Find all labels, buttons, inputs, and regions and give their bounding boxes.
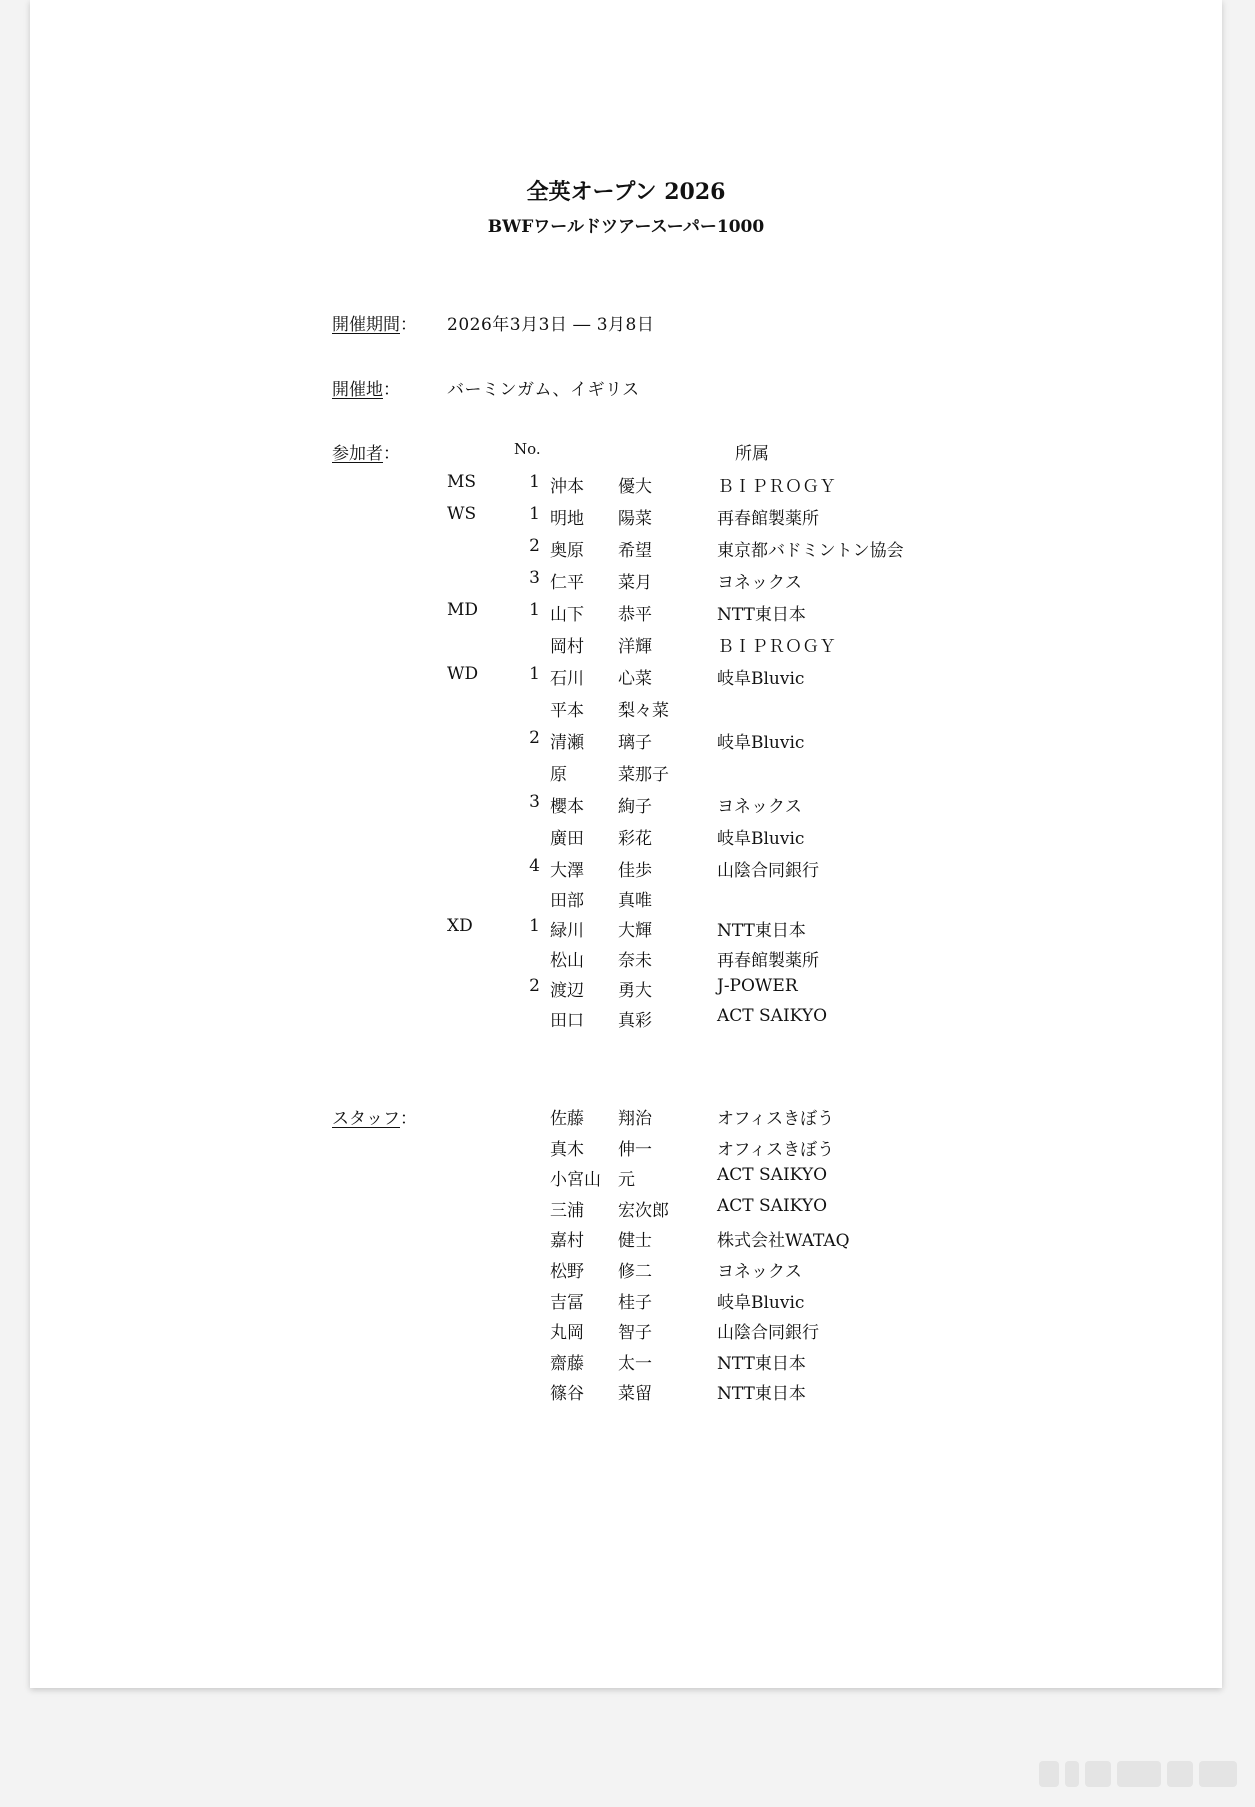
given-name-cell: 恭平 bbox=[618, 605, 652, 625]
affiliation-column-header: 所属 bbox=[735, 444, 769, 464]
surname-cell: 大澤 bbox=[550, 861, 584, 881]
table-row bbox=[30, 760, 1222, 790]
surname-cell: 原 bbox=[550, 765, 567, 785]
event-cell: XD bbox=[447, 916, 473, 936]
table-row bbox=[30, 1196, 1222, 1226]
table-row bbox=[30, 946, 1222, 976]
table-row bbox=[30, 916, 1222, 946]
given-name-cell: 真彩 bbox=[618, 1011, 652, 1031]
given-name-cell: 璃子 bbox=[618, 733, 652, 753]
watermark-block bbox=[1039, 1761, 1059, 1787]
document-title: 全英オープン 2026 bbox=[526, 179, 726, 205]
seed-number-cell: 2 bbox=[529, 976, 540, 996]
table-row bbox=[30, 1006, 1222, 1036]
surname-cell: 奥原 bbox=[550, 541, 584, 561]
surname-cell: 嘉村 bbox=[550, 1231, 584, 1252]
table-row bbox=[30, 504, 1222, 534]
table-row bbox=[30, 1226, 1222, 1256]
affiliation-cell: ヨネックス bbox=[717, 1262, 802, 1282]
seed-number-cell: 1 bbox=[529, 916, 540, 936]
period-value: 2026年3月3日 ― 3月8日 bbox=[447, 315, 655, 335]
table-row bbox=[30, 976, 1222, 1006]
affiliation-cell: 山陰合同銀行 bbox=[717, 861, 819, 881]
given-name-cell: 優大 bbox=[618, 477, 652, 497]
watermark-block bbox=[1117, 1761, 1161, 1787]
given-name-cell: 洋輝 bbox=[618, 637, 652, 657]
given-name-cell: 真唯 bbox=[618, 891, 652, 911]
given-name-cell: 菜留 bbox=[618, 1384, 652, 1405]
given-name-cell: 宏次郎 bbox=[618, 1200, 669, 1221]
period-label: 開催期間： bbox=[332, 315, 417, 335]
affiliation-cell: ACT SAIKYO bbox=[717, 1165, 828, 1186]
given-name-cell: 菜那子 bbox=[618, 765, 669, 785]
surname-cell: 石川 bbox=[550, 669, 584, 689]
affiliation-cell: 岐阜Bluvic bbox=[717, 1292, 805, 1313]
event-cell: WD bbox=[447, 664, 479, 684]
surname-cell: 松山 bbox=[550, 951, 584, 971]
table-row bbox=[30, 1257, 1222, 1287]
table-row bbox=[30, 728, 1222, 758]
watermark-block bbox=[1065, 1761, 1079, 1787]
no-column-header: No. bbox=[514, 440, 541, 458]
seed-number-cell: 1 bbox=[529, 472, 540, 492]
surname-cell: 松野 bbox=[550, 1262, 584, 1282]
table-row bbox=[30, 696, 1222, 726]
affiliation-cell: J-POWER bbox=[717, 976, 798, 996]
surname-cell: 真木 bbox=[550, 1139, 584, 1160]
surname-cell: 丸岡 bbox=[550, 1323, 584, 1344]
surname-cell: 小宮山 bbox=[550, 1170, 601, 1191]
surname-cell: 緑川 bbox=[550, 921, 584, 941]
table-row bbox=[30, 664, 1222, 694]
seed-number-cell: 2 bbox=[529, 536, 540, 556]
venue-value: バーミンガム、イギリス bbox=[447, 380, 640, 400]
given-name-cell: 心菜 bbox=[618, 669, 652, 689]
event-cell: MS bbox=[447, 472, 477, 492]
surname-cell: 田部 bbox=[550, 891, 584, 911]
watermark-block bbox=[1167, 1761, 1193, 1787]
surname-cell: 齋藤 bbox=[550, 1353, 584, 1374]
given-name-cell: 健士 bbox=[618, 1231, 652, 1252]
table-row bbox=[30, 1318, 1222, 1348]
affiliation-cell: 山陰合同銀行 bbox=[717, 1323, 819, 1344]
given-name-cell: 桂子 bbox=[618, 1292, 652, 1313]
surname-cell: 三浦 bbox=[550, 1200, 584, 1221]
table-row bbox=[30, 632, 1222, 662]
seed-number-cell: 4 bbox=[529, 856, 540, 876]
table-row bbox=[30, 1288, 1222, 1318]
given-name-cell: 梨々菜 bbox=[618, 701, 669, 721]
affiliation-cell: 東京都バドミントン協会 bbox=[717, 541, 904, 561]
table-row bbox=[30, 1165, 1222, 1195]
given-name-cell: 翔治 bbox=[618, 1109, 652, 1129]
given-name-cell: 伸一 bbox=[618, 1139, 652, 1160]
watermark bbox=[1039, 1761, 1237, 1787]
table-row bbox=[30, 824, 1222, 854]
surname-cell: 田口 bbox=[550, 1011, 584, 1031]
affiliation-cell: 再春館製薬所 bbox=[717, 509, 819, 529]
affiliation-cell: オフィスきぼう bbox=[717, 1109, 835, 1129]
affiliation-cell: ACT SAIKYO bbox=[717, 1195, 828, 1216]
seed-number-cell: 3 bbox=[529, 568, 540, 588]
document-subtitle: BWFワールドツアースーパー1000 bbox=[487, 217, 765, 237]
seed-number-cell: 1 bbox=[529, 600, 540, 620]
table-row bbox=[30, 886, 1222, 916]
affiliation-cell: ＢＩＰＲＯＧＹ bbox=[717, 477, 836, 497]
watermark-block bbox=[1085, 1761, 1111, 1787]
event-cell: MD bbox=[447, 600, 479, 620]
surname-cell: 篠谷 bbox=[550, 1384, 584, 1405]
surname-cell: 平本 bbox=[550, 701, 584, 721]
given-name-cell: 修二 bbox=[618, 1262, 652, 1282]
affiliation-cell: NTT東日本 bbox=[717, 605, 806, 625]
surname-cell: 佐藤 bbox=[550, 1109, 584, 1129]
event-cell: WS bbox=[447, 504, 477, 524]
table-row bbox=[30, 856, 1222, 886]
venue-label: 開催地： bbox=[332, 380, 400, 400]
surname-cell: 山下 bbox=[550, 605, 584, 625]
table-row bbox=[30, 1104, 1222, 1134]
surname-cell: 櫻本 bbox=[550, 797, 584, 817]
seed-number-cell: 1 bbox=[529, 504, 540, 524]
given-name-cell: 彩花 bbox=[618, 829, 652, 849]
given-name-cell: 絢子 bbox=[618, 797, 652, 817]
staff-label: スタッフ： bbox=[332, 1109, 417, 1129]
table-row bbox=[30, 792, 1222, 822]
surname-cell: 廣田 bbox=[550, 829, 584, 849]
surname-cell: 仁平 bbox=[550, 573, 584, 593]
given-name-cell: 太一 bbox=[618, 1353, 652, 1374]
affiliation-cell: 株式会社WATAQ bbox=[717, 1231, 850, 1252]
affiliation-cell: ACT SAIKYO bbox=[717, 1006, 828, 1026]
affiliation-cell: ＢＩＰＲＯＧＹ bbox=[717, 637, 836, 657]
surname-cell: 沖本 bbox=[550, 477, 584, 497]
affiliation-cell: 岐阜Bluvic bbox=[717, 669, 805, 689]
participants-label: 参加者： bbox=[332, 444, 400, 464]
table-row bbox=[30, 472, 1222, 502]
affiliation-cell: 再春館製薬所 bbox=[717, 951, 819, 971]
given-name-cell: 元 bbox=[618, 1170, 635, 1191]
given-name-cell: 陽菜 bbox=[618, 509, 652, 529]
given-name-cell: 奈未 bbox=[618, 951, 652, 971]
table-row bbox=[30, 1379, 1222, 1409]
affiliation-cell: 岐阜Bluvic bbox=[717, 733, 805, 753]
given-name-cell: 佳歩 bbox=[618, 861, 652, 881]
seed-number-cell: 3 bbox=[529, 792, 540, 812]
affiliation-cell: オフィスきぼう bbox=[717, 1139, 835, 1160]
seed-number-cell: 2 bbox=[529, 728, 540, 748]
seed-number-cell: 1 bbox=[529, 664, 540, 684]
given-name-cell: 勇大 bbox=[618, 981, 652, 1001]
affiliation-cell: NTT東日本 bbox=[717, 1384, 806, 1405]
given-name-cell: 智子 bbox=[618, 1323, 652, 1344]
affiliation-cell: NTT東日本 bbox=[717, 921, 806, 941]
table-row bbox=[30, 536, 1222, 566]
table-row bbox=[30, 1349, 1222, 1379]
surname-cell: 渡辺 bbox=[550, 981, 584, 1001]
affiliation-cell: 岐阜Bluvic bbox=[717, 829, 805, 849]
surname-cell: 明地 bbox=[550, 509, 584, 529]
surname-cell: 清瀬 bbox=[550, 733, 584, 753]
given-name-cell: 希望 bbox=[618, 541, 652, 561]
table-row bbox=[30, 1135, 1222, 1165]
given-name-cell: 大輝 bbox=[618, 921, 652, 941]
table-row bbox=[30, 600, 1222, 630]
document-page bbox=[30, 0, 1222, 1688]
surname-cell: 吉冨 bbox=[550, 1292, 584, 1313]
affiliation-cell: NTT東日本 bbox=[717, 1353, 806, 1374]
given-name-cell: 菜月 bbox=[618, 573, 652, 593]
surname-cell: 岡村 bbox=[550, 637, 584, 657]
affiliation-cell: ヨネックス bbox=[717, 797, 802, 817]
watermark-block bbox=[1199, 1761, 1237, 1787]
table-row bbox=[30, 568, 1222, 598]
affiliation-cell: ヨネックス bbox=[717, 573, 802, 593]
